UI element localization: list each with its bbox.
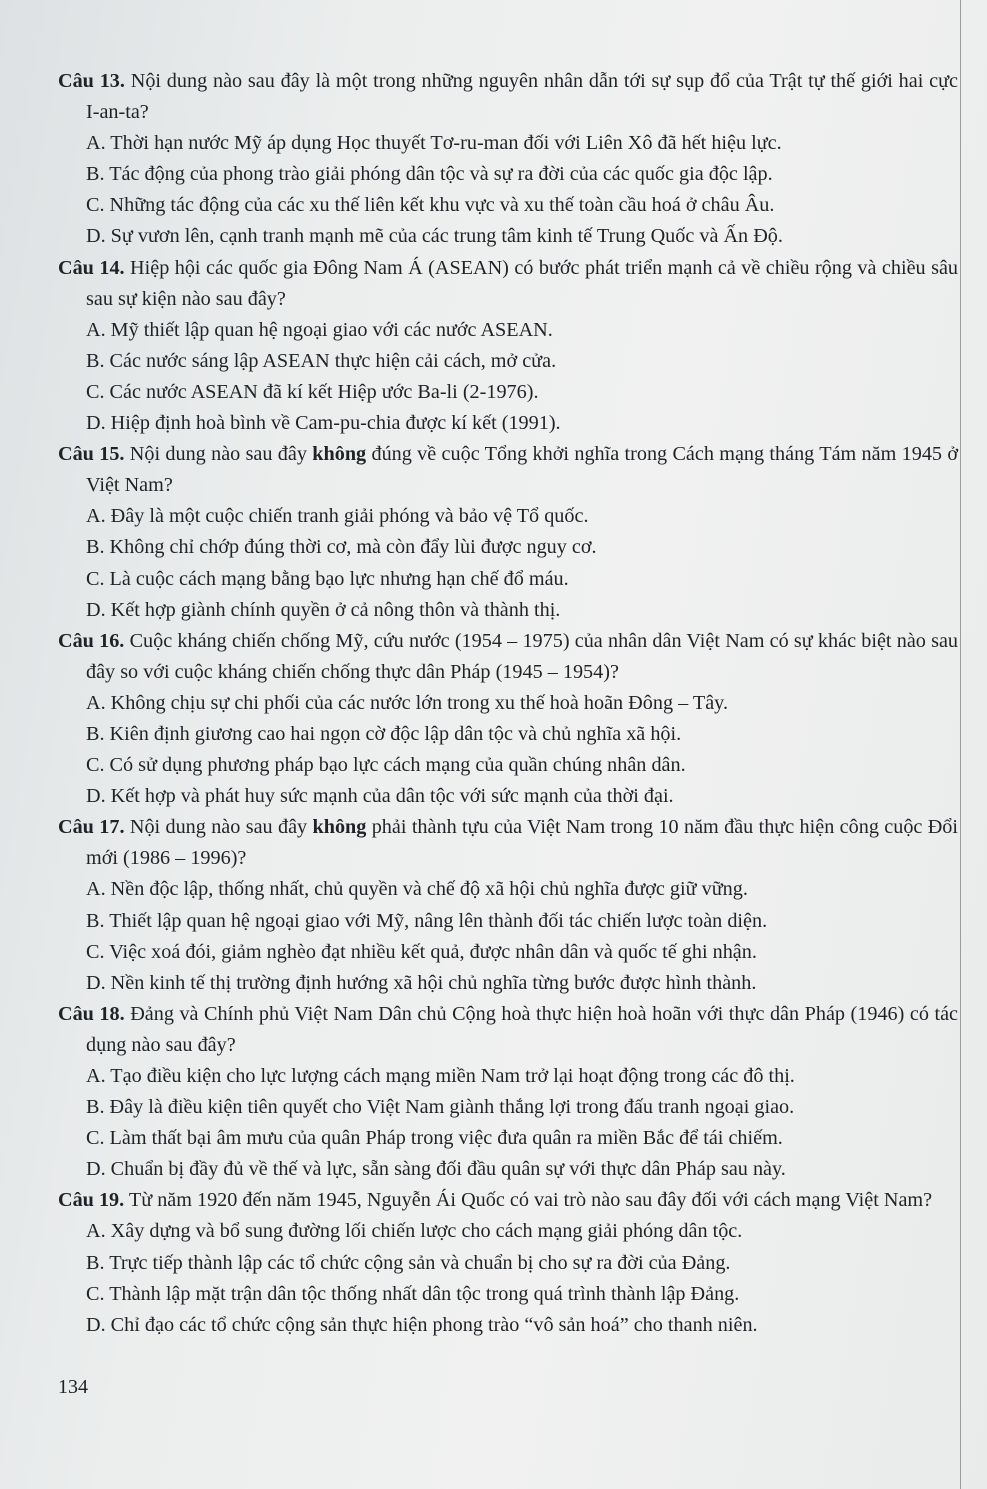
question-17-text-after: phải thành tựu của Việt Nam trong 10 năm đầu thực hiện công cuộc Đổi mới (1986 – 1996)? (86, 816, 959, 870)
question-18-option-d: D. Chuẩn bị đầy đủ về thế và lực, sẵn sàng đối đầu quân sự với thực dân Pháp sau này. (86, 1158, 786, 1181)
question-18-option-c: C. Làm thất bại âm mưu của quân Pháp trong việc đưa quân ra miền Bắc để tái chiếm. (86, 1127, 783, 1150)
question-16-option-a: A. Không chịu sự chi phối của các nước lớn trong xu thế hoà hoãn Đông – Tây. (86, 691, 728, 714)
page-edge-line (960, 0, 961, 1489)
question-13-option-c: C. Những tác động của các xu thế liên kết khu vực và xu thế toàn cầu hoá ở châu Âu. (86, 194, 775, 217)
question-16-option-b: B. Kiên định giương cao hai ngọn cờ độc lập dân tộc và chủ nghĩa xã hội. (86, 722, 682, 745)
question-17-number: Câu 17. (58, 816, 125, 839)
question-15-text-after: đúng về cuộc Tổng khởi nghĩa trong Cách mạng tháng Tám năm 1945 ở Việt Nam? (86, 443, 959, 497)
question-14-text: Hiệp hội các quốc gia Đông Nam Á (ASEAN) có bước phát triển mạnh cả về chiều rộng và chiều sâu sau sự kiện nào sau đây? (86, 256, 958, 310)
question-18-stem (58, 999, 958, 1061)
question-19-option-a: A. Xây dựng và bổ sung đường lối chiến lược cho cách mạng giải phóng dân tộc. (86, 1220, 743, 1243)
question-16-number: Câu 16. (58, 629, 125, 652)
question-15-negation: không (312, 443, 367, 466)
question-13-option-a: A. Thời hạn nước Mỹ áp dụng Học thuyết Tơ-ru-man đối với Liên Xô đã hết hiệu lực. (86, 132, 782, 155)
question-17-option-c: C. Việc xoá đói, giảm nghèo đạt nhiều kết quả, được nhân dân và quốc tế ghi nhận. (86, 940, 757, 963)
question-18-option-a: A. Tạo điều kiện cho lực lượng cách mạng miền Nam trở lại hoạt động trong các đô thị. (86, 1065, 795, 1087)
question-19-text: Từ năm 1920 đến năm 1945, Nguyễn Ái Quốc có vai trò nào sau đây đối với cách mạng Việt Nam? (128, 1189, 933, 1212)
question-17-text-before: Nội dung nào sau đây (129, 816, 313, 839)
question-16-stem (58, 626, 958, 688)
question-15-text-before: Nội dung nào sau đây (129, 443, 313, 466)
question-14-option-d: D. Hiệp định hoà bình về Cam-pu-chia được kí kết (1991). (86, 412, 561, 435)
question-16-text: Cuộc kháng chiến chống Mỹ, cứu nước (1954 – 1975) của nhân dân Việt Nam có sự khác biệt nào sau đây so với cuộc kháng chiến chống thực dân Pháp (1945 – 1954)? (86, 629, 958, 683)
question-14-option-a: A. Mỹ thiết lập quan hệ ngoại giao với các nước ASEAN. (86, 318, 553, 341)
question-17-option-b: B. Thiết lập quan hệ ngoại giao với Mỹ, nâng lên thành đối tác chiến lược toàn diện. (86, 909, 768, 932)
page-number: 134 (58, 1376, 88, 1398)
question-16-option-d: D. Kết hợp và phát huy sức mạnh của dân tộc với sức mạnh của thời đại. (86, 785, 674, 808)
question-13-number: Câu 13. (58, 70, 125, 92)
question-14 (58, 253, 958, 440)
question-19-option-c: C. Thành lập mặt trận dân tộc thống nhất dân tộc trong quá trình thành lập Đảng. (86, 1282, 740, 1305)
question-13-text: Nội dung nào sau đây là một trong những nguyên nhân dẫn tới sự sụp đổ của Trật tự thế giới hai cực I-an-ta? (86, 70, 958, 124)
question-15-option-a: A. Đây là một cuộc chiến tranh giải phóng và bảo vệ Tổ quốc. (86, 505, 589, 528)
question-17-negation: không (312, 816, 367, 839)
question-19-stem (58, 1185, 958, 1216)
question-13-option-d: D. Sự vươn lên, cạnh tranh mạnh mẽ của các trung tâm kinh tế Trung Quốc và Ấn Độ. (86, 225, 783, 248)
question-13-stem (58, 66, 958, 128)
question-17 (58, 812, 958, 999)
question-15-option-b: B. Không chỉ chớp đúng thời cơ, mà còn đẩy lùi được nguy cơ. (86, 536, 597, 559)
question-18-text: Đảng và Chính phủ Việt Nam Dân chủ Cộng hoà thực hiện hoà hoãn với thực dân Pháp (1946) có tác dụng nào sau đây? (86, 1002, 958, 1056)
question-17-stem (58, 812, 958, 874)
question-19-option-d: D. Chỉ đạo các tổ chức cộng sản thực hiện phong trào “vô sản hoá” cho thanh niên. (86, 1313, 758, 1336)
question-14-option-c: C. Các nước ASEAN đã kí kết Hiệp ước Ba-li (2-1976). (86, 380, 539, 403)
question-18 (58, 999, 958, 1186)
question-14-stem (58, 253, 958, 315)
question-18-option-b: B. Đây là điều kiện tiên quyết cho Việt Nam giành thắng lợi trong đấu tranh ngoại giao. (86, 1096, 795, 1119)
question-16-option-c: C. Có sử dụng phương pháp bạo lực cách mạng của quần chúng nhân dân. (86, 754, 686, 777)
question-18-number: Câu 18. (58, 1002, 125, 1025)
question-15-number: Câu 15. (58, 443, 125, 466)
question-13 (58, 66, 958, 253)
question-15-option-d: D. Kết hợp giành chính quyền ở cả nông thôn và thành thị. (86, 598, 561, 621)
question-15-option-c: C. Là cuộc cách mạng bằng bạo lực nhưng hạn chế đổ máu. (86, 567, 569, 590)
question-13-option-b: B. Tác động của phong trào giải phóng dân tộc và sự ra đời của các quốc gia độc lập. (86, 163, 773, 186)
question-list (58, 66, 958, 1341)
question-19-option-b: B. Trực tiếp thành lập các tổ chức cộng sản và chuẩn bị cho sự ra đời của Đảng. (86, 1251, 731, 1274)
question-16 (58, 626, 958, 813)
question-17-option-a: A. Nền độc lập, thống nhất, chủ quyền và chế độ xã hội chủ nghĩa được giữ vững. (86, 878, 748, 901)
question-17-option-d: D. Nền kinh tế thị trường định hướng xã hội chủ nghĩa từng bước được hình thành. (86, 971, 757, 994)
question-15 (58, 439, 958, 626)
question-15-stem (58, 439, 958, 501)
question-19-number: Câu 19. (58, 1189, 125, 1212)
question-19 (58, 1185, 958, 1340)
question-14-number: Câu 14. (58, 256, 125, 279)
question-14-option-b: B. Các nước sáng lập ASEAN thực hiện cải cách, mở cửa. (86, 349, 557, 372)
